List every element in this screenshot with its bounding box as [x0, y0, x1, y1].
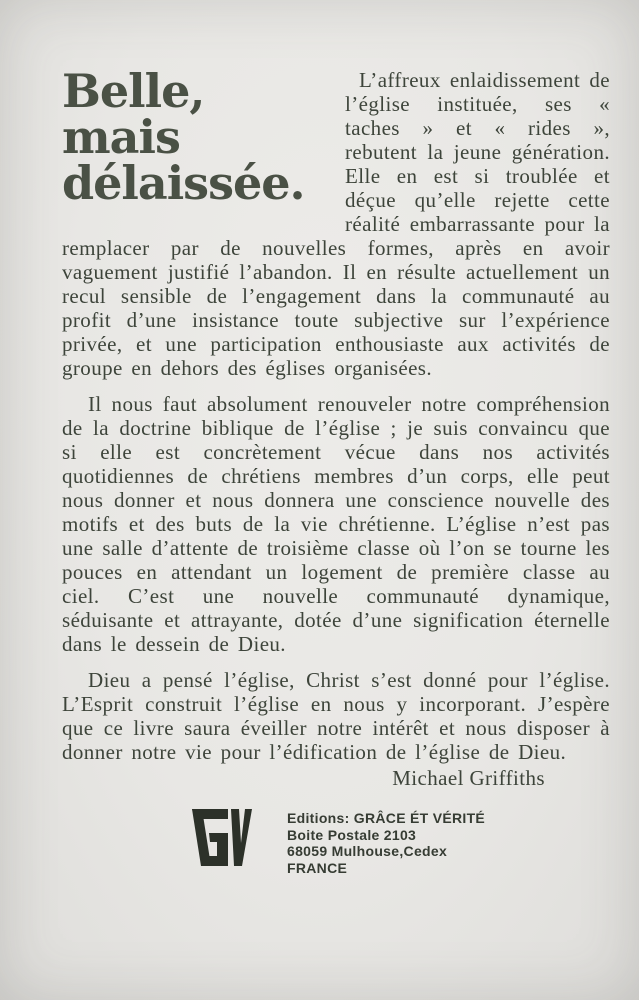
publisher-city: 68059 Mulhouse,Cedex — [287, 843, 448, 859]
blurb-paragraph-3: Dieu a pensé l’église, Christ s’est donné pour l’église. L’Esprit construit l’église en nous y incorporant. J’espère que ce livre saura éveiller notre intérêt et nous disposer à donner notre vie pour l’édification de l’église de Dieu. — [62, 668, 610, 764]
book-title-line-2: mais — [62, 110, 180, 164]
author-name: Michael Griffiths — [392, 766, 545, 790]
publisher-country: FRANCE — [287, 859, 348, 876]
publisher-name: Editions: GRÂCE ÉT VÉRITÉ — [287, 810, 486, 826]
book-title-line-1: Belle, — [62, 64, 205, 118]
gv-monogram-icon — [190, 809, 253, 866]
blurb-paragraph-2: Il nous faut absolument renouveler notre compréhension de la doctrine biblique de l’église ; je suis convaincu que si elle est concrètement vécue dans nos activités quotidiennes de chrétiens membres d’un corps, elle peut nous donner et nous donnera une conscience nouvelle des motifs et des buts de la vie chrétienne. L’église n’est pas une salle d’attente de troisième classe où l’on se tourne les pouces en attendant un logement de première classe au ciel. C’est une nouvelle communauté dynamique, séduisante et attrayante, dotée d’une signification éternelle dans le dessein de Dieu. — [62, 392, 610, 656]
book-title — [62, 64, 345, 210]
title-block — [62, 64, 345, 216]
book-title-line-3: délaissée. — [62, 156, 305, 210]
opening-section — [62, 64, 610, 380]
publisher-po-box: Boite Postale 2103 — [287, 826, 417, 843]
publisher-block — [190, 809, 610, 876]
blurb-paragraph-1: L’affreux enlaidissement de l’église instituée, ses « taches » et « rides », rebutent la jeune génération. Elle en est si troublée et déçue qu’elle rejette cette réalité embarrassante pour la remplacer par de nouvelles formes, après en avoir vaguement justifié l’abandon. Il en résulte actuellement un recul sensible de l’engagement dans la communauté au profit d’une insistance toute subjective sur l’expérience privée, et une participation enthousiaste aux activités de groupe en dehors des églises organisées. — [62, 68, 610, 380]
publisher-address — [287, 809, 485, 876]
